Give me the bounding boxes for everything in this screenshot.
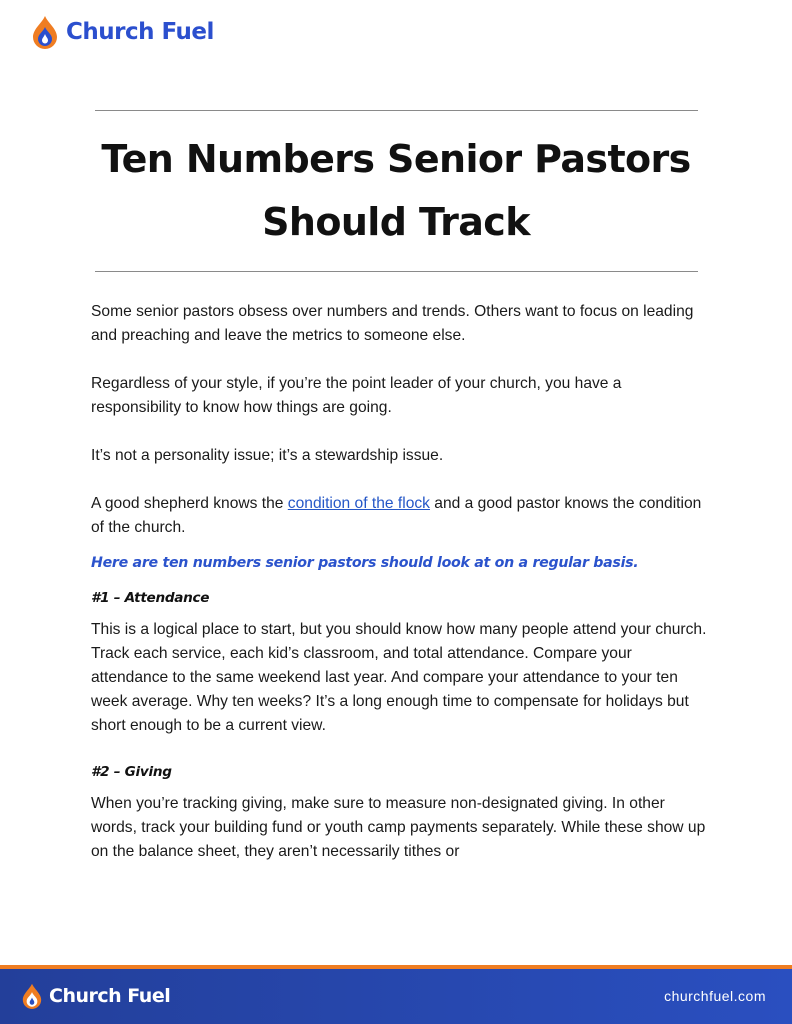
footer-logo[interactable] — [22, 983, 170, 1009]
title-line-2: Should Track — [262, 200, 530, 244]
p4-text-after: and a good pastor knows the condition of the church. — [91, 495, 702, 536]
page-title — [60, 128, 732, 254]
title-divider-top — [95, 110, 698, 111]
flame-drop-icon — [32, 15, 58, 49]
intro-paragraph-3: It’s not a personality issue; it’s a stewardship issue. — [91, 447, 444, 464]
article-body — [91, 300, 711, 888]
flame-drop-icon — [22, 983, 42, 1009]
section-body-attendance: This is a logical place to start, but you should know how many people attend your church. Track each service, each kid’s classroom, and total attendance. Compare your attendance to the same weekend last year. And compare your attendance to your ten week average. Why ten weeks? It’s a long enough time to compensate for holidays but short enough to be a current view. — [91, 621, 707, 734]
footer-brand-name: Church Fuel — [49, 985, 171, 1007]
intro-paragraph-1: Some senior pastors obsess over numbers and trends. Others want to focus on leading and preaching and leave the metrics to someone else. — [91, 303, 694, 344]
condition-of-flock-link[interactable]: condition of the flock — [287, 495, 430, 512]
header-logo[interactable] — [32, 12, 214, 52]
intro-paragraph-2: Regardless of your style, if you’re the point leader of your church, you have a responsibility to know how things are going. — [91, 375, 622, 416]
highlight-callout: Here are ten numbers senior pastors should look at on a regular basis. — [91, 555, 639, 571]
footer-bar — [0, 965, 792, 1024]
section-heading-giving: #2 – Giving — [91, 764, 172, 780]
intro-paragraph-4 — [91, 492, 711, 540]
brand-name: Church Fuel — [66, 19, 214, 45]
section-heading-attendance: #1 – Attendance — [91, 590, 210, 606]
p4-text-before: A good shepherd knows the — [91, 495, 288, 512]
title-divider-bottom — [95, 271, 698, 272]
footer-website-link[interactable]: churchfuel.com — [664, 988, 766, 1004]
title-line-1: Ten Numbers Senior Pastors — [101, 137, 691, 181]
section-body-giving: When you’re tracking giving, make sure to measure non-designated giving. In other words, track your building fund or youth camp payments separately. While these show up on the balance sheet, they aren’t necessarily tithes or — [91, 795, 706, 860]
